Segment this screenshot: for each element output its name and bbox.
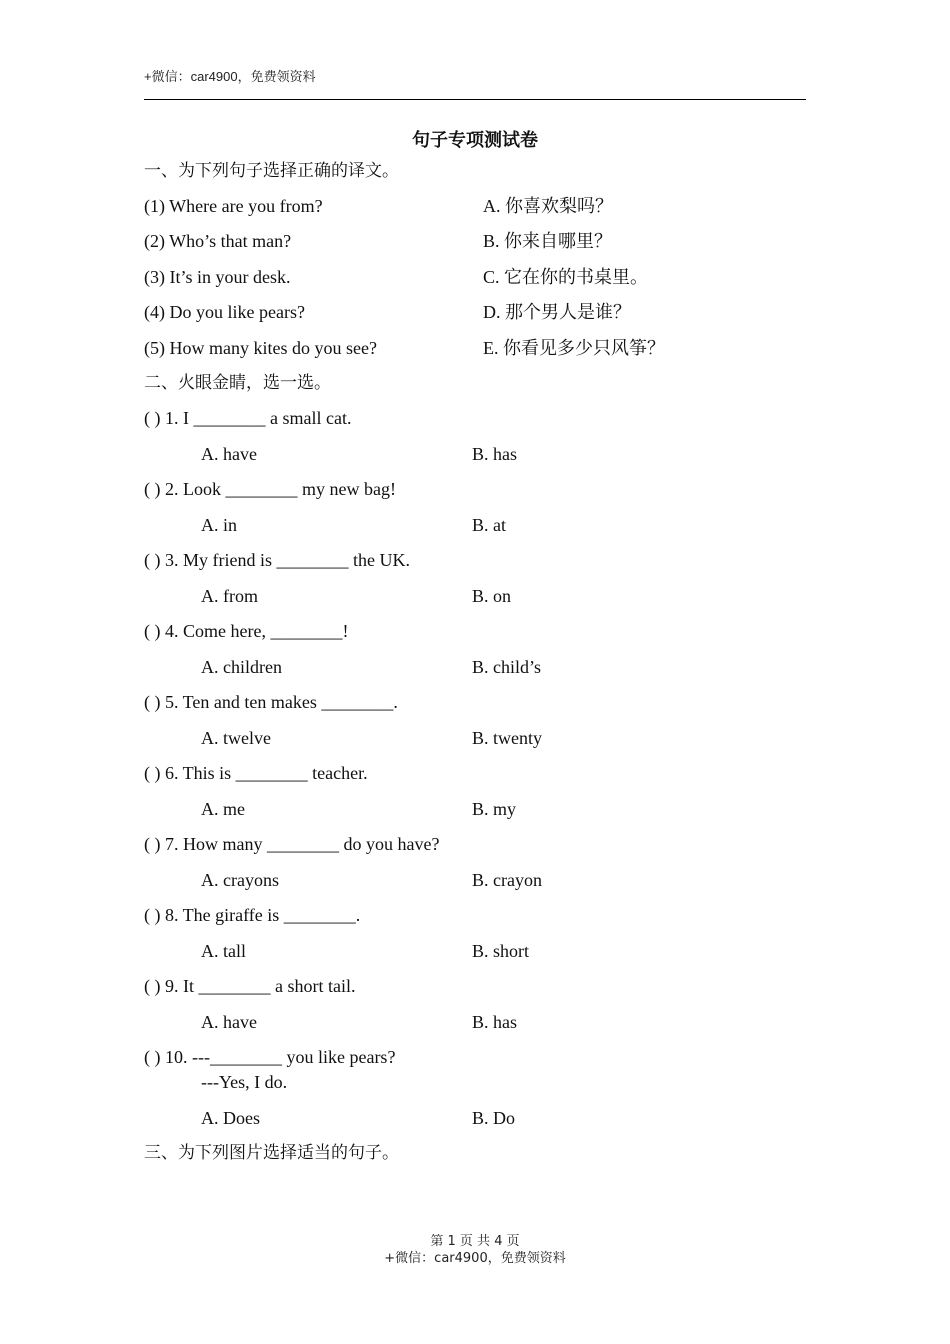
s2-question: ( ) 8. The giraffe is ________. <box>144 905 361 925</box>
s2-option-b: B. Do <box>472 1108 516 1128</box>
header-watermark: +微信：car4900，免费领资料 <box>144 69 316 84</box>
s2-option-b: B. short <box>472 941 530 961</box>
s2-option-a: A. twelve <box>201 728 271 748</box>
section2-heading: 二、火眼金睛，选一选。 <box>144 373 331 393</box>
s2-option-a: A. tall <box>201 941 246 961</box>
s1-question-4: (4) Do you like pears? <box>144 302 305 322</box>
s1-question-3: (3) It’s in your desk. <box>144 267 291 287</box>
s2-option-b: B. at <box>472 515 506 535</box>
s1-answer-c: C. 它在你的书桌里。 <box>483 267 649 287</box>
s1-question-5: (5) How many kites do you see? <box>144 338 377 358</box>
s1-answer-a: A. 你喜欢梨吗？ <box>483 196 613 216</box>
s2-question: ( ) 6. This is ________ teacher. <box>144 763 368 783</box>
s2-option-a: A. in <box>201 515 237 535</box>
section3-heading: 三、为下列图片选择适当的句子。 <box>144 1143 399 1163</box>
s2-option-a: A. crayons <box>201 870 279 890</box>
s2-option-a: A. children <box>201 657 282 677</box>
s2-option-b: B. twenty <box>472 728 542 748</box>
s2-question: ( ) 10. ---________ you like pears? <box>144 1047 396 1067</box>
page-title: 句子专项测试卷 <box>412 130 538 151</box>
s2-option-b: B. on <box>472 586 512 606</box>
s2-question: ( ) 5. Ten and ten makes ________. <box>144 692 398 712</box>
s1-answer-d: D. 那个男人是谁？ <box>483 302 631 322</box>
s1-answer-e: E. 你看见多少只风筝？ <box>483 338 665 358</box>
s2-option-b: B. has <box>472 1012 517 1032</box>
s2-option-b: B. my <box>472 799 517 819</box>
s2-option-b: B. has <box>472 444 517 464</box>
s2-question: ( ) 9. It ________ a short tail. <box>144 976 356 996</box>
section1-heading: 一、为下列句子选择正确的译文。 <box>144 161 399 181</box>
header-divider <box>144 99 806 100</box>
page-number: 第 1 页 共 4 页 <box>430 1234 520 1249</box>
s2-option-b: B. crayon <box>472 870 542 890</box>
s1-answer-b: B. 你来自哪里？ <box>483 231 613 251</box>
s2-question: ( ) 3. My friend is ________ the UK. <box>144 550 410 570</box>
s1-question-1: (1) Where are you from? <box>144 196 323 216</box>
s2-question: ( ) 1. I ________ a small cat. <box>144 408 352 428</box>
s2-option-a: A. me <box>201 799 245 819</box>
s2-option-a: A. have <box>201 1012 257 1032</box>
s2-question: ( ) 2. Look ________ my new bag! <box>144 479 396 499</box>
s2-option-a: A. from <box>201 586 258 606</box>
s1-question-2: (2) Who’s that man? <box>144 231 292 251</box>
footer-watermark: +微信：car4900，免费领资料 <box>384 1251 566 1266</box>
s2-option-a: A. have <box>201 444 257 464</box>
s2-option-b: B. child’s <box>472 657 542 677</box>
s2-question-reply: ---Yes, I do. <box>201 1072 288 1092</box>
s2-option-a: A. Does <box>201 1108 260 1128</box>
s2-question: ( ) 4. Come here, ________! <box>144 621 349 641</box>
s2-question: ( ) 7. How many ________ do you have? <box>144 834 440 854</box>
